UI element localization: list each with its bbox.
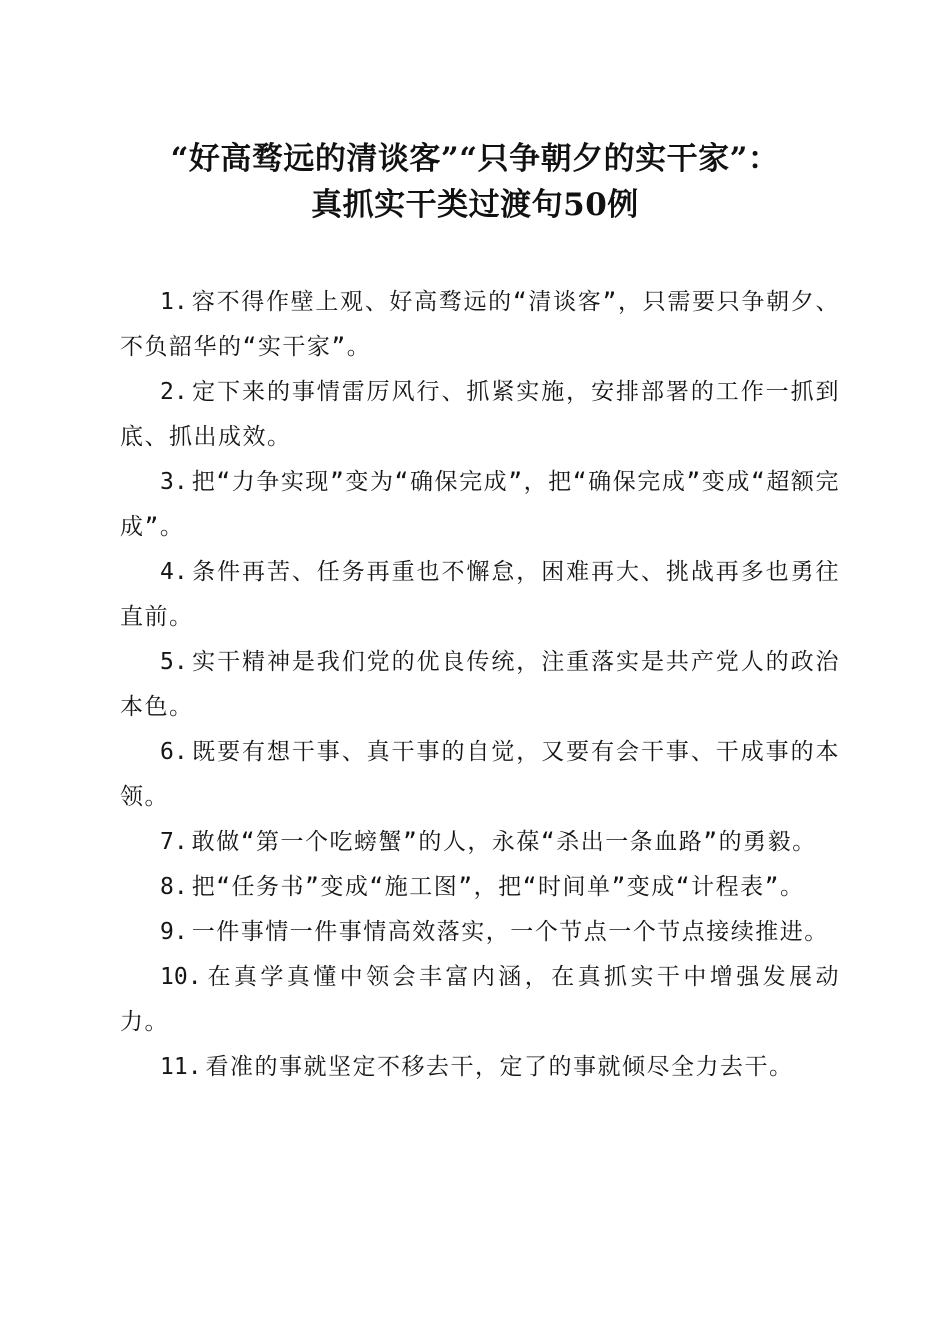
item-text: 一件事情一件事情高效落实，一个节点一个节点接续推进。	[191, 919, 829, 945]
item-number: 11.	[160, 1054, 202, 1080]
item-text: 把“任务书”变成“施工图”，把“时间单”变成“计程表”。	[191, 874, 805, 900]
item-number: 2.	[160, 379, 188, 405]
item-text: 把“力争实现”变为“确保完成”，把“确保完成”变成“超额完成”。	[120, 469, 840, 540]
item-number: 7.	[160, 829, 188, 855]
list-item	[120, 460, 840, 550]
item-number: 1.	[160, 289, 188, 315]
item-number: 5.	[160, 649, 188, 675]
list-item	[120, 280, 840, 370]
item-text: 在真学真懂中领会丰富内涵，在真抓实干中增强发展动力。	[120, 964, 840, 1035]
list-item	[120, 865, 840, 910]
list-item	[120, 820, 840, 865]
item-number: 3.	[160, 469, 188, 495]
item-text: 既要有想干事、真干事的自觉，又要有会干事、干成事的本领。	[120, 739, 840, 810]
sentence-list	[120, 280, 840, 1090]
item-text: 条件再苦、任务再重也不懈怠，困难再大、挑战再多也勇往直前。	[120, 559, 840, 630]
item-text: 敢做“第一个吃螃蟹”的人，永葆“杀出一条血路”的勇毅。	[191, 829, 817, 855]
item-number: 6.	[160, 739, 188, 765]
list-item	[120, 730, 840, 820]
item-text: 实干精神是我们党的优良传统，注重落实是共产党人的政治本色。	[120, 649, 840, 720]
list-item	[120, 910, 840, 955]
item-number: 8.	[160, 874, 188, 900]
title-line-1: “好高骛远的清谈客”“只争朝夕的实干家”：	[170, 141, 780, 177]
list-item	[120, 1045, 840, 1090]
list-item	[120, 955, 840, 1045]
list-item	[120, 640, 840, 730]
item-text: 容不得作壁上观、好高骛远的“清谈客”，只需要只争朝夕、不负韶华的“实干家”。	[120, 289, 840, 360]
item-number: 9.	[160, 919, 188, 945]
page-title	[0, 136, 950, 228]
item-text: 看准的事就坚定不移去干，定了的事就倾尽全力去干。	[205, 1054, 794, 1080]
item-number: 4.	[160, 559, 188, 585]
title-line-2: 真抓实干类过渡句50例	[311, 187, 639, 223]
item-number: 10.	[160, 964, 202, 990]
list-item	[120, 370, 840, 460]
item-text: 定下来的事情雷厉风行、抓紧实施，安排部署的工作一抓到底、抓出成效。	[120, 379, 840, 450]
list-item	[120, 550, 840, 640]
